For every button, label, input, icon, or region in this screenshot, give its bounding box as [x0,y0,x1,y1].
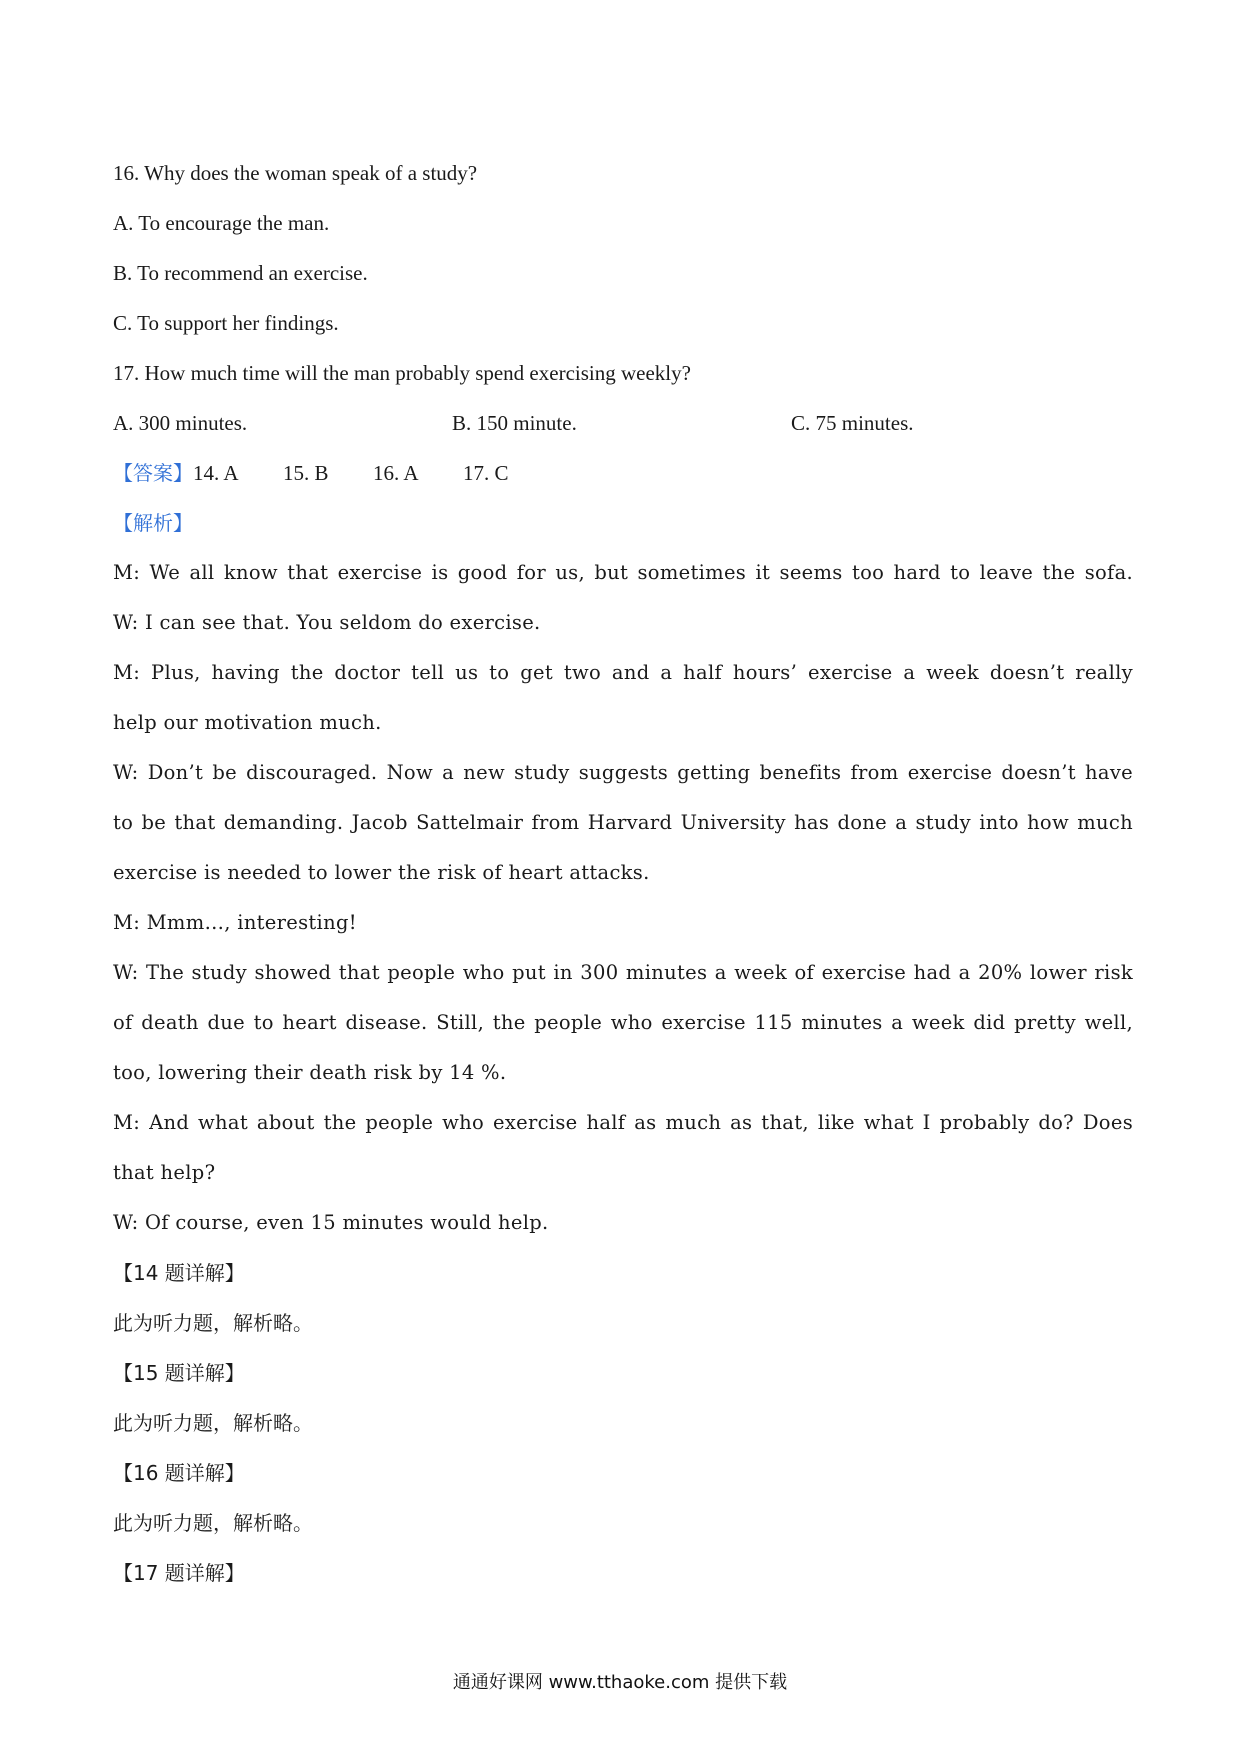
transcript-line: M: Mmm…, interesting! [113,911,357,934]
transcript-line: W: The study showed that people who put in 300 minutes a week of exercise had a 20% lower risk [113,961,1133,984]
transcript-line: W: Of course, even 15 minutes would help. [113,1211,549,1234]
transcript-line: W: I can see that. You seldom do exercise. [113,611,541,634]
transcript-line: to be that demanding. Jacob Sattelmair from Harvard University has done a study into how much [113,811,1133,834]
q17-option-b: B. 150 minute. [452,411,577,435]
detail-text-16: 此为听力题，解析略。 [113,1511,313,1535]
transcript-line: M: And what about the people who exercise half as much as that, like what I probably do? Does [113,1111,1133,1134]
transcript-line: M: Plus, having the doctor tell us to get two and a half hours’ exercise a week doesn’t really [113,661,1133,684]
q17-option-a: A. 300 minutes. [113,411,248,435]
transcript-line: too, lowering their death risk by 14 %. [113,1061,507,1084]
q16-option-b: B. To recommend an exercise. [113,261,368,285]
detail-text-14: 此为听力题，解析略。 [113,1311,313,1335]
transcript-line: that help? [113,1161,216,1184]
answer-line [113,460,509,486]
analysis-label: 【解析】 [113,511,193,535]
detail-heading-17: 【17 题详解】 [113,1561,245,1585]
detail-heading-16: 【16 题详解】 [113,1461,245,1485]
q17-option-c: C. 75 minutes. [791,411,914,435]
answer-item: 17. C [463,461,509,485]
transcript-line: M: We all know that exercise is good for us, but sometimes it seems too hard to leave the sofa. [113,561,1133,584]
detail-heading-15: 【15 题详解】 [113,1361,245,1385]
transcript-line: help our motivation much. [113,711,382,734]
q16-stem: 16. Why does the woman speak of a study? [113,161,478,185]
detail-heading-14: 【14 题详解】 [113,1261,245,1285]
q16-option-c: C. To support her findings. [113,311,339,335]
answer-item: 14. A [193,461,239,485]
page-footer: 通通好课网 www.tthaoke.com 提供下载 [452,1672,788,1693]
answer-item: 16. A [373,461,419,485]
transcript-line: W: Don’t be discouraged. Now a new study suggests getting benefits from exercise doesn’t have [113,761,1133,784]
q17-stem: 17. How much time will the man probably spend exercising weekly? [113,361,691,385]
transcript-line: of death due to heart disease. Still, the people who exercise 115 minutes a week did pretty well, [113,1011,1133,1034]
answer-label: 【答案】 [113,461,193,485]
answer-item: 15. B [283,461,329,485]
detail-text-15: 此为听力题，解析略。 [113,1411,313,1435]
transcript-line: exercise is needed to lower the risk of heart attacks. [113,861,650,884]
q16-option-a: A. To encourage the man. [113,211,330,235]
